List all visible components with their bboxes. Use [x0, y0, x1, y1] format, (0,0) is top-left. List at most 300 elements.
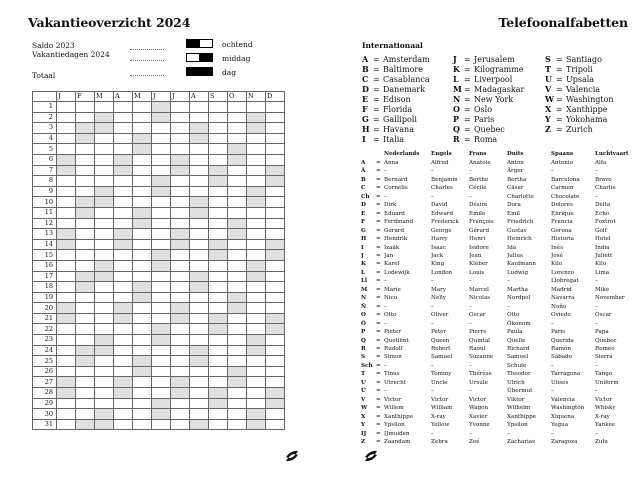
day-cell[interactable]: [133, 165, 152, 176]
day-cell[interactable]: [133, 239, 152, 250]
day-cell[interactable]: [247, 154, 266, 165]
day-cell[interactable]: [266, 112, 285, 123]
day-cell[interactable]: [57, 419, 76, 430]
weekend-cell[interactable]: [247, 260, 266, 271]
day-cell[interactable]: [209, 356, 228, 367]
day-cell[interactable]: [114, 186, 133, 197]
day-cell[interactable]: [57, 366, 76, 377]
day-cell[interactable]: [190, 239, 209, 250]
day-cell[interactable]: [57, 207, 76, 218]
weekend-cell[interactable]: [209, 176, 228, 187]
day-cell[interactable]: [152, 419, 171, 430]
day-cell[interactable]: [228, 197, 247, 208]
weekend-cell[interactable]: [114, 377, 133, 388]
day-cell[interactable]: [57, 260, 76, 271]
day-cell[interactable]: [76, 366, 95, 377]
day-cell[interactable]: [190, 112, 209, 123]
day-cell[interactable]: [95, 282, 114, 293]
weekend-cell[interactable]: [76, 197, 95, 208]
weekend-cell[interactable]: [171, 303, 190, 314]
day-cell[interactable]: [209, 218, 228, 229]
day-cell[interactable]: [57, 398, 76, 409]
day-cell[interactable]: [247, 250, 266, 261]
day-cell[interactable]: [76, 112, 95, 123]
weekend-cell[interactable]: [209, 165, 228, 176]
day-cell[interactable]: [247, 282, 266, 293]
day-cell[interactable]: [209, 112, 228, 123]
day-cell[interactable]: [57, 197, 76, 208]
day-cell[interactable]: [266, 229, 285, 240]
day-cell[interactable]: [228, 398, 247, 409]
weekend-cell[interactable]: [171, 154, 190, 165]
day-cell[interactable]: [171, 292, 190, 303]
day-cell[interactable]: [57, 102, 76, 113]
weekend-cell[interactable]: [152, 324, 171, 335]
day-cell[interactable]: [57, 345, 76, 356]
weekend-cell[interactable]: [228, 303, 247, 314]
day-cell[interactable]: [133, 345, 152, 356]
day-cell[interactable]: [95, 377, 114, 388]
weekend-cell[interactable]: [190, 271, 209, 282]
day-cell[interactable]: [114, 282, 133, 293]
day-cell[interactable]: [57, 282, 76, 293]
weekend-cell[interactable]: [228, 218, 247, 229]
day-cell[interactable]: [152, 218, 171, 229]
weekend-cell[interactable]: [152, 176, 171, 187]
weekend-cell[interactable]: [247, 271, 266, 282]
weekend-cell[interactable]: [171, 377, 190, 388]
day-cell[interactable]: [133, 303, 152, 314]
day-cell[interactable]: [133, 260, 152, 271]
day-cell[interactable]: [171, 123, 190, 134]
weekend-cell[interactable]: [228, 154, 247, 165]
day-cell[interactable]: [228, 165, 247, 176]
day-cell[interactable]: [114, 271, 133, 282]
weekend-cell[interactable]: [76, 133, 95, 144]
day-cell[interactable]: [95, 176, 114, 187]
day-cell[interactable]: [247, 356, 266, 367]
weekend-cell[interactable]: [247, 335, 266, 346]
day-cell[interactable]: [114, 345, 133, 356]
day-cell[interactable]: [133, 102, 152, 113]
day-cell[interactable]: [114, 356, 133, 367]
day-cell[interactable]: [95, 313, 114, 324]
weekend-cell[interactable]: [190, 197, 209, 208]
weekend-cell[interactable]: [133, 282, 152, 293]
weekend-cell[interactable]: [95, 123, 114, 134]
day-cell[interactable]: [171, 335, 190, 346]
weekend-cell[interactable]: [95, 271, 114, 282]
day-cell[interactable]: [133, 229, 152, 240]
day-cell[interactable]: [190, 165, 209, 176]
day-cell[interactable]: [95, 366, 114, 377]
day-cell[interactable]: [171, 144, 190, 155]
day-cell[interactable]: [171, 250, 190, 261]
day-cell[interactable]: [76, 165, 95, 176]
day-cell[interactable]: [247, 133, 266, 144]
day-cell[interactable]: [209, 260, 228, 271]
weekend-cell[interactable]: [133, 207, 152, 218]
day-cell[interactable]: [266, 271, 285, 282]
saldo-field[interactable]: [130, 49, 164, 50]
weekend-cell[interactable]: [133, 218, 152, 229]
day-cell[interactable]: [114, 398, 133, 409]
day-cell[interactable]: [171, 186, 190, 197]
weekend-cell[interactable]: [114, 229, 133, 240]
weekend-cell[interactable]: [95, 345, 114, 356]
day-cell[interactable]: [266, 260, 285, 271]
day-cell[interactable]: [133, 197, 152, 208]
day-cell[interactable]: [76, 239, 95, 250]
day-cell[interactable]: [247, 165, 266, 176]
day-cell[interactable]: [209, 144, 228, 155]
day-cell[interactable]: [114, 409, 133, 420]
day-cell[interactable]: [114, 324, 133, 335]
day-cell[interactable]: [133, 377, 152, 388]
day-cell[interactable]: [171, 176, 190, 187]
weekend-cell[interactable]: [133, 366, 152, 377]
day-cell[interactable]: [171, 419, 190, 430]
day-cell[interactable]: [171, 260, 190, 271]
day-cell[interactable]: [266, 345, 285, 356]
day-cell[interactable]: [152, 144, 171, 155]
day-cell[interactable]: [133, 250, 152, 261]
weekend-cell[interactable]: [266, 239, 285, 250]
day-cell[interactable]: [57, 176, 76, 187]
weekend-cell[interactable]: [76, 282, 95, 293]
day-cell[interactable]: [209, 292, 228, 303]
weekend-cell[interactable]: [57, 388, 76, 399]
day-cell[interactable]: [114, 197, 133, 208]
day-cell[interactable]: [209, 409, 228, 420]
weekend-cell[interactable]: [95, 409, 114, 420]
day-cell[interactable]: [228, 207, 247, 218]
day-cell[interactable]: [247, 239, 266, 250]
day-cell[interactable]: [95, 133, 114, 144]
day-cell[interactable]: [152, 207, 171, 218]
day-cell[interactable]: [114, 123, 133, 134]
day-cell[interactable]: [209, 335, 228, 346]
weekend-cell[interactable]: [57, 303, 76, 314]
day-cell[interactable]: [266, 218, 285, 229]
day-cell[interactable]: [247, 398, 266, 409]
weekend-cell[interactable]: [266, 250, 285, 261]
weekend-cell[interactable]: [247, 345, 266, 356]
day-cell[interactable]: [76, 144, 95, 155]
day-cell[interactable]: [152, 292, 171, 303]
day-cell[interactable]: [133, 419, 152, 430]
day-cell[interactable]: [152, 271, 171, 282]
day-cell[interactable]: [209, 133, 228, 144]
day-cell[interactable]: [76, 186, 95, 197]
day-cell[interactable]: [247, 377, 266, 388]
weekend-cell[interactable]: [76, 123, 95, 134]
day-cell[interactable]: [209, 366, 228, 377]
day-cell[interactable]: [228, 313, 247, 324]
day-cell[interactable]: [266, 133, 285, 144]
day-cell[interactable]: [76, 250, 95, 261]
day-cell[interactable]: [95, 102, 114, 113]
day-cell[interactable]: [190, 324, 209, 335]
weekend-cell[interactable]: [76, 271, 95, 282]
weekend-cell[interactable]: [114, 239, 133, 250]
weekend-cell[interactable]: [95, 112, 114, 123]
day-cell[interactable]: [190, 335, 209, 346]
day-cell[interactable]: [247, 313, 266, 324]
day-cell[interactable]: [209, 419, 228, 430]
weekend-cell[interactable]: [266, 324, 285, 335]
day-cell[interactable]: [133, 324, 152, 335]
day-cell[interactable]: [133, 388, 152, 399]
weekend-cell[interactable]: [133, 133, 152, 144]
weekend-cell[interactable]: [171, 165, 190, 176]
day-cell[interactable]: [266, 207, 285, 218]
day-cell[interactable]: [152, 356, 171, 367]
weekend-cell[interactable]: [190, 133, 209, 144]
day-cell[interactable]: [76, 303, 95, 314]
day-cell[interactable]: [57, 186, 76, 197]
day-cell[interactable]: [114, 335, 133, 346]
weekend-cell[interactable]: [190, 419, 209, 430]
day-cell[interactable]: [152, 197, 171, 208]
day-cell[interactable]: [190, 409, 209, 420]
day-cell[interactable]: [95, 239, 114, 250]
day-cell[interactable]: [76, 388, 95, 399]
day-cell[interactable]: [247, 207, 266, 218]
day-cell[interactable]: [57, 409, 76, 420]
day-cell[interactable]: [228, 112, 247, 123]
day-cell[interactable]: [114, 133, 133, 144]
day-cell[interactable]: [190, 303, 209, 314]
day-cell[interactable]: [133, 123, 152, 134]
day-cell[interactable]: [228, 388, 247, 399]
day-cell[interactable]: [266, 154, 285, 165]
day-cell[interactable]: [114, 250, 133, 261]
day-cell[interactable]: [152, 313, 171, 324]
day-cell[interactable]: [228, 271, 247, 282]
weekend-cell[interactable]: [247, 186, 266, 197]
day-cell[interactable]: [247, 229, 266, 240]
day-cell[interactable]: [228, 282, 247, 293]
day-cell[interactable]: [57, 292, 76, 303]
day-cell[interactable]: [266, 377, 285, 388]
day-cell[interactable]: [209, 229, 228, 240]
weekend-cell[interactable]: [228, 144, 247, 155]
weekend-cell[interactable]: [247, 112, 266, 123]
day-cell[interactable]: [114, 218, 133, 229]
day-cell[interactable]: [76, 229, 95, 240]
weekend-cell[interactable]: [209, 324, 228, 335]
day-cell[interactable]: [76, 176, 95, 187]
weekend-cell[interactable]: [152, 112, 171, 123]
day-cell[interactable]: [228, 335, 247, 346]
day-cell[interactable]: [171, 366, 190, 377]
day-cell[interactable]: [114, 419, 133, 430]
day-cell[interactable]: [247, 218, 266, 229]
day-cell[interactable]: [76, 313, 95, 324]
weekend-cell[interactable]: [152, 102, 171, 113]
day-cell[interactable]: [209, 271, 228, 282]
day-cell[interactable]: [114, 112, 133, 123]
weekend-cell[interactable]: [266, 313, 285, 324]
day-cell[interactable]: [57, 356, 76, 367]
weekend-cell[interactable]: [247, 123, 266, 134]
day-cell[interactable]: [266, 335, 285, 346]
day-cell[interactable]: [114, 260, 133, 271]
day-cell[interactable]: [190, 292, 209, 303]
day-cell[interactable]: [171, 218, 190, 229]
weekend-cell[interactable]: [95, 335, 114, 346]
weekend-cell[interactable]: [228, 229, 247, 240]
weekend-cell[interactable]: [95, 186, 114, 197]
weekend-cell[interactable]: [57, 377, 76, 388]
weekend-cell[interactable]: [76, 207, 95, 218]
totaal-field[interactable]: [130, 75, 164, 76]
day-cell[interactable]: [57, 335, 76, 346]
day-cell[interactable]: [266, 144, 285, 155]
day-cell[interactable]: [190, 102, 209, 113]
day-cell[interactable]: [76, 335, 95, 346]
day-cell[interactable]: [171, 197, 190, 208]
day-cell[interactable]: [133, 409, 152, 420]
weekend-cell[interactable]: [57, 154, 76, 165]
day-cell[interactable]: [228, 419, 247, 430]
weekend-cell[interactable]: [190, 207, 209, 218]
day-cell[interactable]: [209, 186, 228, 197]
day-cell[interactable]: [190, 229, 209, 240]
day-cell[interactable]: [133, 112, 152, 123]
weekend-cell[interactable]: [228, 292, 247, 303]
day-cell[interactable]: [247, 388, 266, 399]
weekend-cell[interactable]: [133, 144, 152, 155]
day-cell[interactable]: [57, 324, 76, 335]
day-cell[interactable]: [190, 313, 209, 324]
weekend-cell[interactable]: [152, 335, 171, 346]
day-cell[interactable]: [57, 271, 76, 282]
weekend-cell[interactable]: [171, 239, 190, 250]
weekend-cell[interactable]: [247, 419, 266, 430]
weekend-cell[interactable]: [228, 377, 247, 388]
day-cell[interactable]: [266, 409, 285, 420]
day-cell[interactable]: [95, 398, 114, 409]
day-cell[interactable]: [152, 154, 171, 165]
day-cell[interactable]: [95, 154, 114, 165]
weekend-cell[interactable]: [114, 388, 133, 399]
day-cell[interactable]: [171, 398, 190, 409]
day-cell[interactable]: [76, 154, 95, 165]
day-cell[interactable]: [190, 388, 209, 399]
day-cell[interactable]: [190, 377, 209, 388]
day-cell[interactable]: [266, 123, 285, 134]
weekend-cell[interactable]: [171, 388, 190, 399]
day-cell[interactable]: [171, 207, 190, 218]
weekend-cell[interactable]: [114, 165, 133, 176]
day-cell[interactable]: [247, 303, 266, 314]
weekend-cell[interactable]: [190, 282, 209, 293]
day-cell[interactable]: [152, 165, 171, 176]
day-cell[interactable]: [209, 197, 228, 208]
day-cell[interactable]: [133, 186, 152, 197]
day-cell[interactable]: [247, 102, 266, 113]
day-cell[interactable]: [171, 409, 190, 420]
weekend-cell[interactable]: [209, 388, 228, 399]
weekend-cell[interactable]: [57, 239, 76, 250]
weekend-cell[interactable]: [190, 123, 209, 134]
day-cell[interactable]: [133, 271, 152, 282]
day-cell[interactable]: [209, 154, 228, 165]
weekend-cell[interactable]: [57, 229, 76, 240]
weekend-cell[interactable]: [57, 165, 76, 176]
day-cell[interactable]: [228, 176, 247, 187]
day-cell[interactable]: [57, 123, 76, 134]
day-cell[interactable]: [114, 176, 133, 187]
day-cell[interactable]: [266, 366, 285, 377]
day-cell[interactable]: [57, 144, 76, 155]
vakantiedagen-field[interactable]: [130, 60, 164, 61]
day-cell[interactable]: [152, 388, 171, 399]
weekend-cell[interactable]: [171, 229, 190, 240]
day-cell[interactable]: [95, 292, 114, 303]
weekend-cell[interactable]: [133, 356, 152, 367]
day-cell[interactable]: [133, 313, 152, 324]
weekend-cell[interactable]: [266, 176, 285, 187]
day-cell[interactable]: [57, 112, 76, 123]
weekend-cell[interactable]: [133, 292, 152, 303]
day-cell[interactable]: [152, 366, 171, 377]
weekend-cell[interactable]: [95, 197, 114, 208]
day-cell[interactable]: [247, 324, 266, 335]
day-cell[interactable]: [76, 292, 95, 303]
day-cell[interactable]: [190, 176, 209, 187]
day-cell[interactable]: [152, 282, 171, 293]
day-cell[interactable]: [95, 218, 114, 229]
day-cell[interactable]: [114, 144, 133, 155]
day-cell[interactable]: [152, 133, 171, 144]
weekend-cell[interactable]: [114, 154, 133, 165]
day-cell[interactable]: [76, 324, 95, 335]
day-cell[interactable]: [266, 292, 285, 303]
day-cell[interactable]: [76, 398, 95, 409]
day-cell[interactable]: [133, 398, 152, 409]
day-cell[interactable]: [266, 186, 285, 197]
weekend-cell[interactable]: [57, 313, 76, 324]
weekend-cell[interactable]: [171, 313, 190, 324]
day-cell[interactable]: [152, 377, 171, 388]
day-cell[interactable]: [152, 345, 171, 356]
weekend-cell[interactable]: [209, 313, 228, 324]
day-cell[interactable]: [209, 377, 228, 388]
day-cell[interactable]: [228, 356, 247, 367]
day-cell[interactable]: [171, 271, 190, 282]
day-cell[interactable]: [266, 102, 285, 113]
weekend-cell[interactable]: [190, 345, 209, 356]
weekend-cell[interactable]: [266, 165, 285, 176]
day-cell[interactable]: [95, 207, 114, 218]
day-cell[interactable]: [247, 366, 266, 377]
day-cell[interactable]: [228, 250, 247, 261]
day-cell[interactable]: [190, 154, 209, 165]
day-cell[interactable]: [228, 133, 247, 144]
day-cell[interactable]: [228, 324, 247, 335]
weekend-cell[interactable]: [247, 409, 266, 420]
day-cell[interactable]: [171, 324, 190, 335]
day-cell[interactable]: [247, 292, 266, 303]
weekend-cell[interactable]: [209, 398, 228, 409]
day-cell[interactable]: [152, 303, 171, 314]
day-cell[interactable]: [152, 123, 171, 134]
weekend-cell[interactable]: [95, 419, 114, 430]
day-cell[interactable]: [209, 207, 228, 218]
